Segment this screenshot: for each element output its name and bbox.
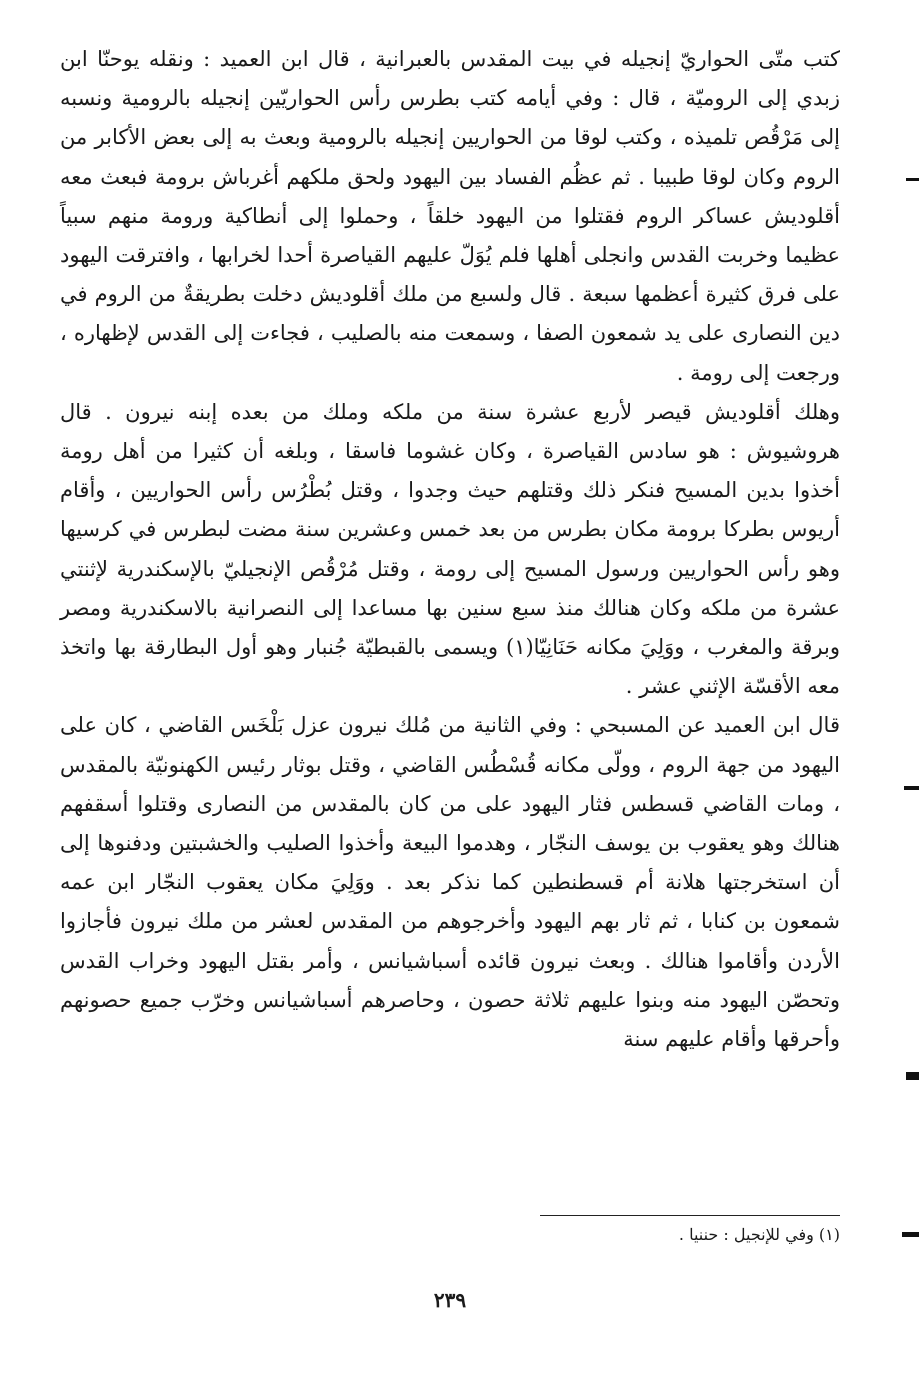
footnote-divider bbox=[540, 1215, 840, 1216]
scan-edge-mark bbox=[906, 1072, 919, 1080]
scan-edge-mark bbox=[906, 178, 919, 181]
book-page bbox=[60, 40, 840, 1360]
paragraph-3: قال ابن العميد عن المسبحي : وفي الثانية من مُلك نيرون عزل بَلْخَس القاضي ، كان على اليهود من جهة الروم ، وولّى مكانه قُسْطُس القاضي ، وقتل بوثار رئيس الكهنونيّة بالمقدس ، ومات القاضي قسطس فثار اليهود على من كان بالمقدس من النصارى وقتلوا أسقفهم هنالك وهو يعقوب بن يوسف النجّار ، وهدموا البيعة وأخذوا الصليب والخشبتين ودفنوها إلى أن استخرجتها هلانة أم قسطنطين كما نذكر بعد . ووَلِيَ مكان يعقوب النجّار ابن عمه شمعون بن كنابا ، ثم ثار بهم اليهود وأخرجوهم من المقدس لعشر من ملك نيرون فأجازوا الأردن وأقاموا هنالك . وبعث نيرون قائده أسباشيانس ، وأمر بقتل اليهود وخراب القدس وتحصّن اليهود منه وبنوا عليهم ثلاثة حصون ، وحاصرهم أسباشيانس وخرّب جميع حصونهم وأحرقها وأقام عليهم سنة bbox=[60, 713, 840, 1052]
footnote: (١) وفي للإنجيل : حننيا . bbox=[678, 1225, 840, 1244]
scan-edge-mark bbox=[902, 1232, 919, 1237]
body-text bbox=[60, 40, 840, 1059]
paragraph-2: وهلك أقلوديش قيصر لأربع عشرة سنة من ملكه وملك من بعده إبنه نيرون . قال هروشيوش : هو سادس القياصرة ، وكان غشوما فاسقا ، وبلغه أن كثيرا من أهل رومة أخذوا بدين المسيح فنكر ذلك وقتلهم حيث وجدوا ، وقتل بُطْرُس رأس الحواريين ، وأقام أريوس بطركا برومة مكان بطرس من بعد خمس وعشرين سنة مضت لبطرس في كرسيها وهو رأس الحواريين ورسول المسيح إلى رومة ، وقتل مُرْقُص الإنجيليّ بالإسكندرية لإثنتي عشرة من ملكه وكان هنالك منذ سبع سنين بها مساعدا إلى النصرانية بالاسكندرية ومصر وبرقة والمغرب ، ووَلِيَ مكانه حَنَانِيّا(١) ويسمى بالقبطيّة جُنبار وهو أول البطارقة بها واتخذ معه الأقسّة الإثني عشر . bbox=[60, 399, 840, 699]
page-number: ٢٣٩ bbox=[433, 1288, 467, 1312]
scan-edge-mark bbox=[904, 786, 919, 790]
paragraph-1: كتب متّى الحواريّ إنجيله في بيت المقدس بالعبرانية ، قال ابن العميد : ونقله يوحنّا ابن زبدي إلى الروميّة ، قال : وفي أيامه كتب بطرس رأس الحواريّين إنجيله بالرومية ونسبه إلى مَرْقُص تلميذه ، وكتب لوقا من الحواريين إنجيله بالرومية وبعث به إلى بعض الأكابر من الروم وكان لوقا طبيبا . ثم عظُم الفساد بين اليهود ولحق ملكهم أغرباش برومة فبعث معه أقلوديش عساكر الروم فقتلوا من اليهود خلقاً ، وحملوا إلى أنطاكية ورومة منهم سبياً عظيما وخربت القدس وانجلى أهلها فلم يُوَلّ عليهم القياصرة أحدا لخرابها ، وافترقت اليهود على فرق كثيرة أعظمها سبعة . قال ولسبع من ملك أقلوديش دخلت بطريقةٌ من الروم في دين النصارى على يد شمعون الصفا ، وسمعت منه بالصليب ، فجاءت إلى القدس لإظهاره ، ورجعت إلى رومة . bbox=[60, 47, 840, 385]
